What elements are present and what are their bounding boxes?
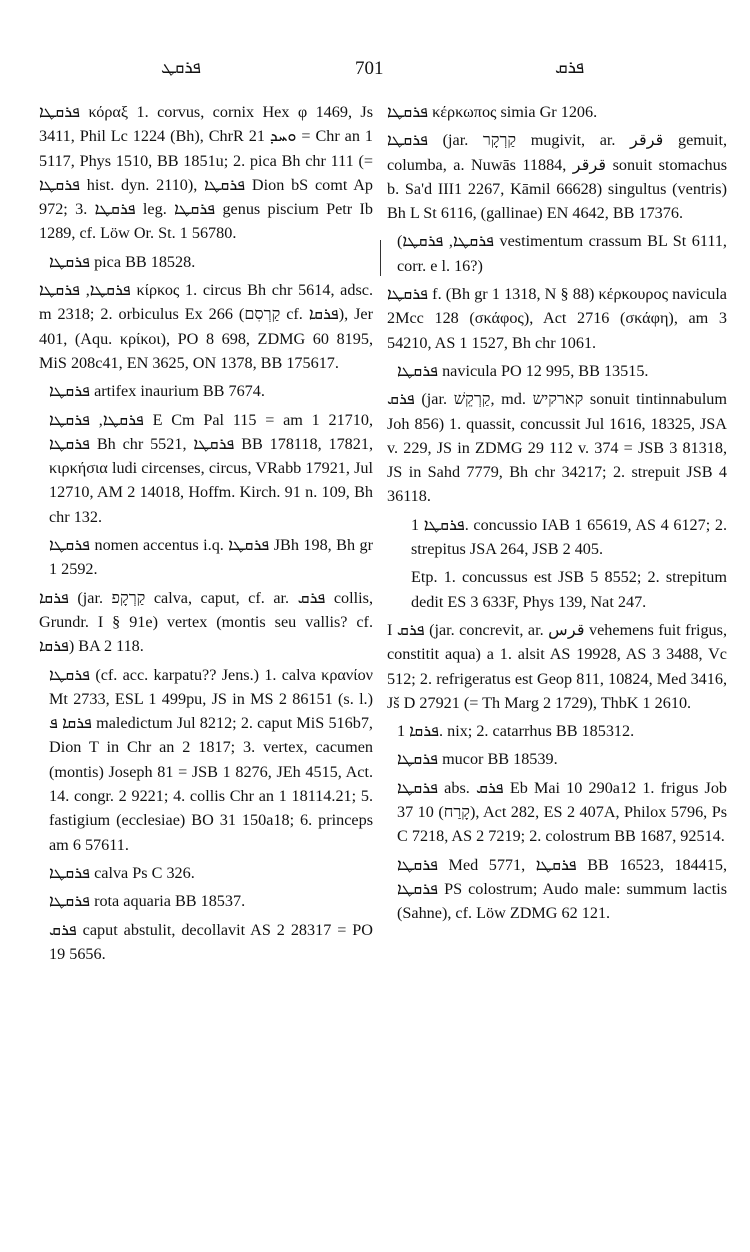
page-number: 701: [355, 58, 384, 79]
entry-left-11: ܦܪܩ caput abstulit, decollavit AS 2 28317 = PO 19 5656.: [49, 920, 373, 963]
entry-right-6: ܦܪܩ (jar. קַרְקֵשׁ, md. קארקיש sonuit tintinnabulum Joh 856) 1. quassit, concussit Jul 1616, 18325, JSA v. 229, JS in ZDMG 29 112 v. 374 = JSB 3 81318, JS in Sahd 7779, Bh chr 34217; 2. strepuit JSB 4 36118.: [387, 390, 727, 506]
running-head: [0, 58, 750, 88]
entry-left-9: ܦܪܩܛܐ calva Ps C 326.: [49, 863, 195, 882]
entry-left-10: ܦܪܩܛܐ rota aquaria BB 18537.: [49, 892, 246, 911]
running-head-left-word: ܦܪܩܛ: [161, 58, 201, 77]
right-column: [387, 100, 727, 926]
entry-right-11: ܦܪܩܛܐ mucor BB 18539.: [397, 750, 558, 769]
entry-left-7: ܦܪܩܐ (jar. קַרְקָפ calva, caput, cf. ar. ܦܪܩ collis, Grundr. I § 91e) vertex (montis seu vallis? cf. ܦܪܩܐ) BA 2 118.: [39, 588, 373, 656]
entry-right-3: (ܦܪܩܛܐ, ܦܪܩܛܐ vestimentum crassum BL St 6111, corr. e l. 16?): [397, 232, 727, 275]
entry-left-6: ܦܪܩܛܐ nomen accentus i.q. ܦܪܩܛܐ JBh 198, Bh gr 1 2592.: [49, 536, 373, 579]
entry-right-12: ܦܪܩܛܐ abs. ܦܪܩ Eb Mai 10 290a12 1. frigus Job 37 10 (קָרַח), Act 282, ES 2 407A, Philox 5796, Ps C 7218, AS 2 7219; 2. colostrum BB 1687, 92514.: [397, 778, 728, 846]
entry-left-1: ܦܪܩܛܐ κόραξ 1. corvus, cornix Hex φ 1469, Js 3411, Phil Lc 1224 (Bh), ChrR ܘܚܕ 21 = Chr an 1 5117, Phys 1510, BB 1851u; 2. pica Bh chr 111 (= ܦܪܩܛܐ hist. dyn. 2110), ܦܪܩܛܐ Dion bS comt Ap 972; 3. ܦܪܩܛܐ leg. ܦܪܩܛܐ genus piscium Petr Ib 1289, cf. Löw Or. St. 1 56780.: [39, 103, 374, 243]
entry-right-10: ܦܪܩܐ 1. nix; 2. catarrhus BB 185312.: [397, 722, 635, 741]
entry-left-8: ܦܪܩܛܐ (cf. acc. karpatu?? Jens.) 1. calva κρανίον Mt 2733, ESL 1 499pu, JS in MS 2 86151 (s. l.) ܦܪܩܐ ܦ maledictum Jul 8212; 2. caput MiS 516b7, Dion T in Chr an 2 1817; 3. vertex, cacumen (montis) Joseph 81 = JSB 1 8276, JEh 4515, Act. 14. congr. 2 9221; 4. collis Chr an 1 18114.21; 5. fastigium (ecclesiae) BO 31 150a18; 6. princeps am 6 57611.: [49, 665, 373, 854]
entry-right-8: Etp. 1. concussus est JSB 5 8552; 2. strepitum dedit ES 3 633F, Phys 139, Nat 247.: [411, 568, 727, 611]
entry-right-4: ܦܪܩܛܐ f. (Bh gr 1 1318, N § 88) κέρκουρος navicula 2Mcc 128 (σκάφος), Act 2716 (σκάφη), am 3 54210, AS 1 1527, Bh chr 1061.: [387, 285, 727, 352]
entry-right-9: I ܦܪܩ (jar. concrevit, ar. قرس vehemens fuit frigus, constitit aqua) a 1. alsit AS 19928, AS 3 3488, Vc 512; 2. refrigeratus est Geop 811, 10824, Med 3416, Jš D 27921 (= Th Marg 2 1729), ThbK 1 2610.: [387, 620, 727, 712]
running-head-right-word: ܦܪܩ: [555, 58, 585, 77]
entry-left-4: ܦܪܩܛܐ artifex inaurium BB 7674.: [49, 382, 265, 401]
entry-right-5: ܦܪܩܛܐ navicula PO 12 995, BB 13515.: [397, 361, 649, 380]
entry-right-2: ܦܪܩܛܐ (jar. קַרְקָר mugivit, ar. قرقر gemuit, columba, a. Nuwās 11884, قرقر sonuit stomachus b. Sa'd III1 2267, Kāmil 66628) singultus (ventris) Bh L St 6116, (gallinae) EN 4642, BB 17376.: [387, 131, 728, 223]
column-divider: [380, 240, 381, 276]
entry-left-5: ܦܪܩܛܐ, ܦܪܩܛܐ E Cm Pal 115 = am 1 21710, ܦܪܩܛܐ Bh chr 5521, ܦܪܩܛܐ BB 178118, 17821, κιρκήσια ludi circenses, circus, VRabb 17921, Jul 12710, AM 2 14018, Hoffm. Kirch. 91 n. 109, Bh chr 132.: [49, 410, 373, 526]
left-column: [39, 100, 373, 966]
entry-left-2: ܦܪܩܛܐ pica BB 18528.: [49, 252, 196, 271]
entry-right-13: ܦܪܩܛܐ Med 5771, ܦܪܩܛܐ BB 16523, 184415, ܦܪܩܛܐ PS colostrum; Audo male: summum lactis (Sahne), cf. Löw ZDMG 62 121.: [397, 855, 727, 923]
entry-right-7: ܦܪܩܛܐ 1. concussio IAB 1 65619, AS 4 6127; 2. strepitus JSA 264, JSB 2 405.: [411, 515, 727, 559]
entry-left-3: ܦܪܩܛܐ, ܦܪܩܛܐ κίρκος 1. circus Bh chr 5614, adsc. m 2318; 2. orbiculus Ex 266 (קַרְסִם cf. ܦܪܩܐ), Jer 401, (Aqu. κρίκοι), PO 8 698, ZDMG 60 8195, MiS 208c41, EN 3625, ON 1378, BB 175617.: [39, 281, 374, 372]
entry-right-1: ܦܪܩܛܐ κέρκωπος simia Gr 1206.: [387, 103, 598, 121]
